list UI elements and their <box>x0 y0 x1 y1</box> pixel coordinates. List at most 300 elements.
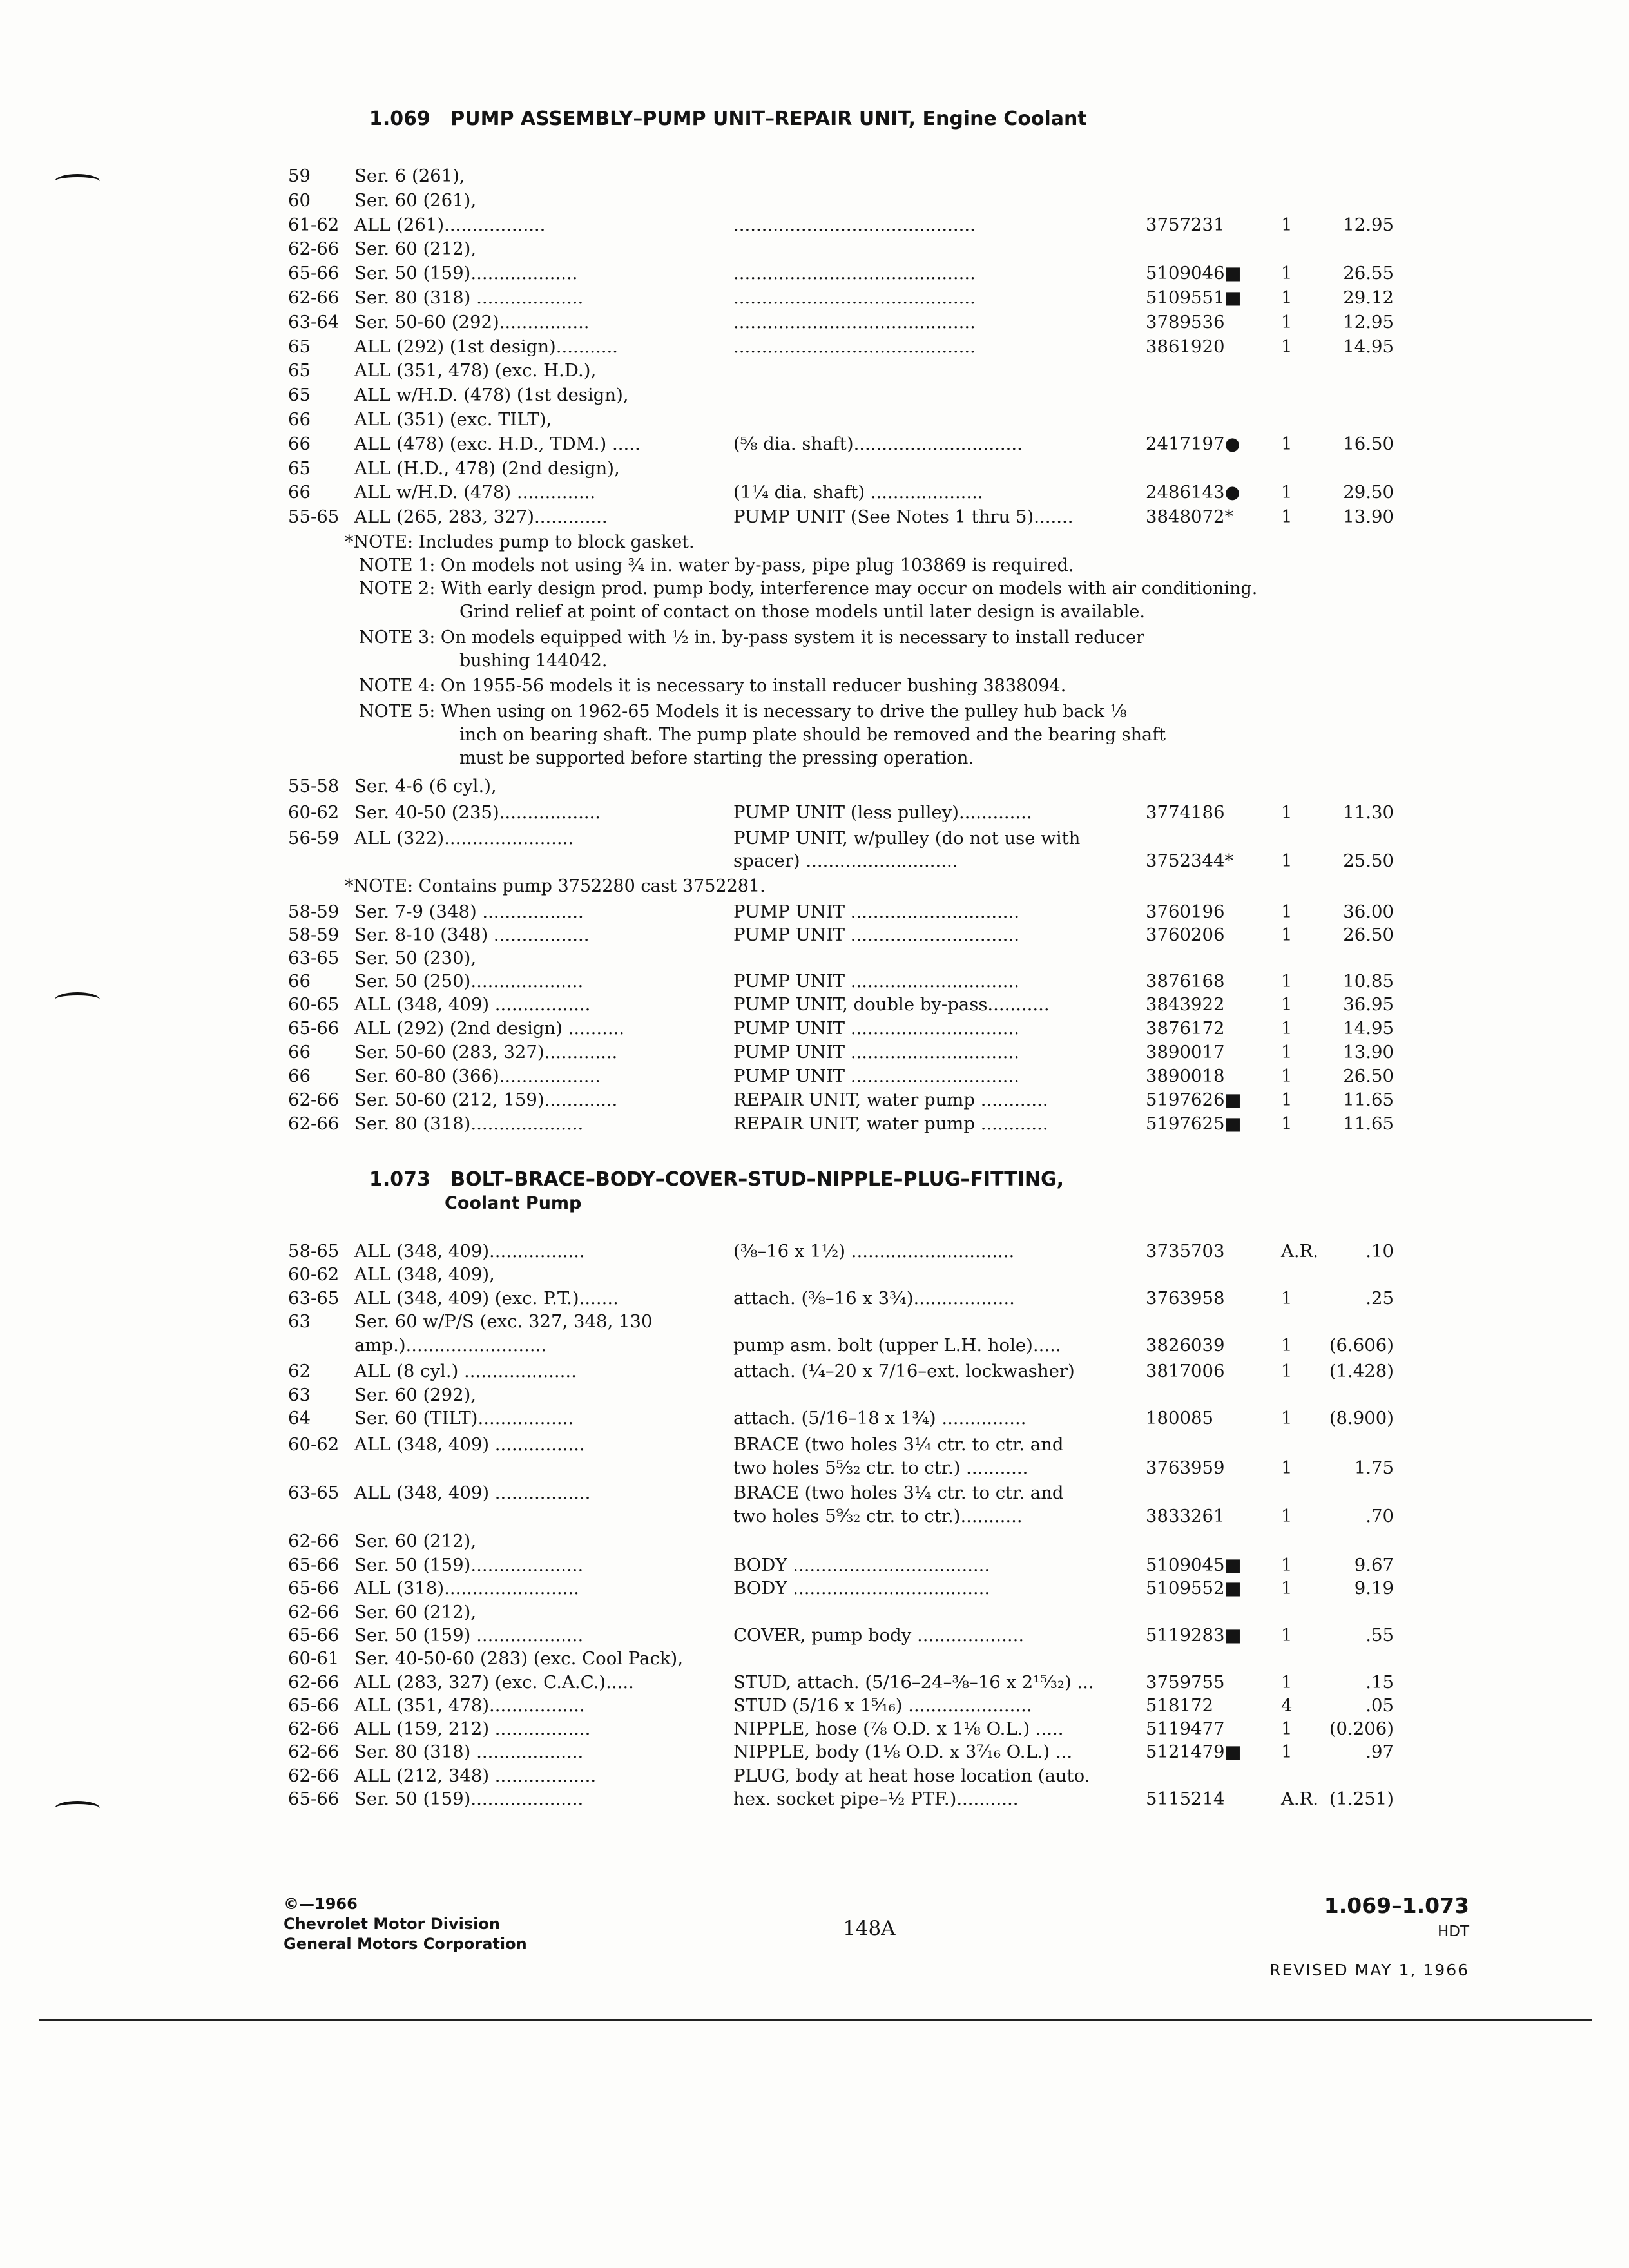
part-row <box>0 1504 1629 1528</box>
part-row <box>0 189 1629 212</box>
part-description: NIPPLE, body (1⅛ O.D. x 3⁷⁄₁₆ O.L.) ... <box>733 1742 1073 1762</box>
model-description: Ser. 80 (318).................... <box>354 1113 584 1134</box>
part-row <box>0 993 1629 1016</box>
part-row <box>0 1456 1629 1479</box>
year-range: 62 <box>288 1361 311 1381</box>
price: .15 <box>1365 1672 1394 1693</box>
quantity: 1 <box>1281 506 1293 527</box>
model-description: ALL (159, 212) ................. <box>354 1718 591 1739</box>
corporation-name: General Motors Corporation <box>284 1935 527 1953</box>
part-number: 3890018 <box>1146 1066 1225 1086</box>
model-description: Ser. 50 (159).................... <box>354 1555 584 1575</box>
price: 10.85 <box>1343 971 1394 992</box>
part-description: spacer) ........................... <box>733 850 958 871</box>
year-range: 62-66 <box>288 1531 340 1552</box>
year-range: 62-66 <box>288 1090 340 1110</box>
part-description: PUMP UNIT .............................. <box>733 1018 1020 1039</box>
quantity: 1 <box>1281 850 1293 871</box>
part-row <box>0 262 1629 285</box>
section-code: 1.069–1.073 <box>1324 1893 1469 1918</box>
section-title <box>369 108 1087 130</box>
part-row <box>0 1064 1629 1088</box>
part-number: 2417197● <box>1146 434 1240 454</box>
part-row <box>0 286 1629 309</box>
year-range: 65-66 <box>288 1018 340 1039</box>
division-name: Chevrolet Motor Division <box>284 1915 500 1933</box>
quantity: 1 <box>1281 1066 1293 1086</box>
model-description: Ser. 80 (318) ................... <box>354 287 584 308</box>
part-description: PUMP UNIT .............................. <box>733 1066 1020 1086</box>
part-row <box>0 849 1629 872</box>
price: 14.95 <box>1343 1018 1394 1039</box>
price: .10 <box>1365 1241 1394 1262</box>
part-description: PUMP UNIT (less pulley)............. <box>733 802 1032 823</box>
year-range: 60-65 <box>288 994 340 1015</box>
year-range: 60-62 <box>288 1434 340 1455</box>
part-row <box>0 1577 1629 1600</box>
year-range: 58-65 <box>288 1241 340 1262</box>
part-description: PUMP UNIT, double by-pass........... <box>733 994 1050 1015</box>
part-number: 3757231 <box>1146 215 1225 235</box>
part-description: pump asm. bolt (upper L.H. hole)..... <box>733 1335 1061 1356</box>
model-description: ALL (265, 283, 327)............. <box>354 506 608 527</box>
part-row <box>0 1041 1629 1064</box>
price: 11.65 <box>1343 1090 1394 1110</box>
part-row <box>0 1671 1629 1694</box>
quantity: 1 <box>1281 1408 1293 1428</box>
model-description: ALL w/H.D. (478) .............. <box>354 482 596 503</box>
revision-date: REVISED MAY 1, 1966 <box>1269 1961 1469 1979</box>
section-title <box>369 1168 1064 1191</box>
price: .55 <box>1365 1625 1394 1646</box>
model-description: Ser. 4-6 (6 cyl.), <box>354 776 497 796</box>
part-number: 5119477 <box>1146 1718 1225 1739</box>
year-range: 63 <box>288 1311 311 1332</box>
model-description: ALL (292) (2nd design) .......... <box>354 1018 625 1039</box>
part-row <box>0 1334 1629 1357</box>
price: (1.251) <box>1329 1789 1394 1809</box>
part-number: 3760196 <box>1146 901 1225 922</box>
year-range: 59 <box>288 166 311 186</box>
part-row <box>0 1088 1629 1111</box>
part-description: NIPPLE, hose (⅞ O.D. x 1⅛ O.L.) ..... <box>733 1718 1064 1739</box>
model-description: ALL (348, 409) ................ <box>354 1434 585 1455</box>
year-range: 62-66 <box>288 1742 340 1762</box>
quantity: 1 <box>1281 1555 1293 1575</box>
price: 26.50 <box>1343 925 1394 945</box>
part-number: 3774186 <box>1146 802 1225 823</box>
part-number: 3752344* <box>1146 850 1234 871</box>
price: .25 <box>1365 1288 1394 1309</box>
part-description: PUMP UNIT .............................. <box>733 925 1020 945</box>
part-description: attach. (⅜–16 x 3¾).................. <box>733 1288 1015 1309</box>
part-row <box>0 311 1629 334</box>
price: .05 <box>1365 1695 1394 1716</box>
model-description: Ser. 60 (292), <box>354 1385 477 1405</box>
year-range: 62-66 <box>288 1602 340 1622</box>
price: 36.95 <box>1343 994 1394 1015</box>
part-row <box>0 408 1629 431</box>
year-range: 66 <box>288 482 311 503</box>
year-range: 65-66 <box>288 1555 340 1575</box>
quantity: 1 <box>1281 1672 1293 1693</box>
part-number: 3833261 <box>1146 1506 1225 1526</box>
model-description: ALL (478) (exc. H.D., TDM.) ..... <box>354 434 641 454</box>
part-description: PUMP UNIT .............................. <box>733 1042 1020 1062</box>
quantity: 1 <box>1281 1018 1293 1039</box>
part-row <box>0 1407 1629 1430</box>
part-number: 5197626■ <box>1146 1090 1242 1110</box>
year-range: 66 <box>288 1066 311 1086</box>
model-description: Ser. 40-50 (235).................. <box>354 802 601 823</box>
part-description: BRACE (two holes 3¼ ctr. to ctr. and <box>733 1483 1064 1503</box>
part-description: COVER, pump body ................... <box>733 1625 1025 1646</box>
year-range: 66 <box>288 409 311 430</box>
year-range: 55-58 <box>288 776 340 796</box>
model-description: ALL (348, 409) ................. <box>354 1483 591 1503</box>
part-description: PLUG, body at heat hose location (auto. <box>733 1765 1090 1786</box>
part-description: attach. (5/16–18 x 1¾) ............... <box>733 1408 1027 1428</box>
quantity: 1 <box>1281 1288 1293 1309</box>
part-number: 3789536 <box>1146 312 1225 332</box>
quantity: 1 <box>1281 312 1293 332</box>
year-range: 62-66 <box>288 287 340 308</box>
year-range: 62-66 <box>288 1113 340 1134</box>
part-number: 5109046■ <box>1146 263 1242 284</box>
price: 29.50 <box>1343 482 1394 503</box>
price: (8.900) <box>1329 1408 1394 1428</box>
price: (1.428) <box>1329 1361 1394 1381</box>
section-number: 1.069 <box>369 108 430 130</box>
model-description: Ser. 50 (230), <box>354 948 477 968</box>
price: 14.95 <box>1343 336 1394 357</box>
note-line: NOTE 3: On models equipped with ½ in. by-pass system it is necessary to install reducer <box>359 628 1144 648</box>
model-description: Ser. 60 (212), <box>354 1602 477 1622</box>
part-number: 3848072* <box>1146 506 1234 527</box>
quantity: 1 <box>1281 215 1293 235</box>
year-range: 63-65 <box>288 948 340 968</box>
part-row <box>0 457 1629 480</box>
part-description: STUD, attach. (5/16–24–⅜–16 x 2¹⁵⁄₃₂) ... <box>733 1672 1094 1693</box>
part-row <box>0 947 1629 970</box>
year-range: 62-66 <box>288 238 340 259</box>
model-description: ALL (348, 409)................. <box>354 1241 585 1262</box>
model-description: ALL w/H.D. (478) (1st design), <box>354 385 629 405</box>
note-line: Grind relief at point of contact on those models until later design is available. <box>459 602 1145 622</box>
quantity: 1 <box>1281 1506 1293 1526</box>
part-number: 5109551■ <box>1146 287 1242 308</box>
model-description: ALL (8 cyl.) .................... <box>354 1361 577 1381</box>
part-number: 3759755 <box>1146 1672 1225 1693</box>
part-row <box>0 1263 1629 1286</box>
part-description: two holes 5⁵⁄₃₂ ctr. to ctr.) ........... <box>733 1457 1028 1478</box>
price: .70 <box>1365 1506 1394 1526</box>
year-range: 63 <box>288 1385 311 1405</box>
model-description: Ser. 60 (212), <box>354 238 477 259</box>
part-number: 3735703 <box>1146 1241 1225 1262</box>
quantity: 1 <box>1281 263 1293 284</box>
model-description: ALL (348, 409) ................. <box>354 994 591 1015</box>
part-row <box>0 1017 1629 1040</box>
model-description: Ser. 80 (318) ................... <box>354 1742 584 1762</box>
price: 26.50 <box>1343 1066 1394 1086</box>
part-row <box>0 1624 1629 1647</box>
model-description: Ser. 50 (159) ................... <box>354 1625 584 1646</box>
year-range: 65 <box>288 336 311 357</box>
quantity: 1 <box>1281 1625 1293 1646</box>
part-description: ........................................... <box>733 312 976 332</box>
quantity: 1 <box>1281 1042 1293 1062</box>
part-row <box>0 1740 1629 1763</box>
part-row <box>0 383 1629 407</box>
copyright: ©—1966 <box>284 1895 358 1913</box>
footer-publisher <box>284 1894 527 1954</box>
quantity: 1 <box>1281 1113 1293 1134</box>
part-row <box>0 1787 1629 1811</box>
model-description: ALL (351, 478)................. <box>354 1695 585 1716</box>
model-description: Ser. 50 (250).................... <box>354 971 584 992</box>
price: 12.95 <box>1343 312 1394 332</box>
section-heading: BOLT–BRACE–BODY–COVER–STUD–NIPPLE–PLUG–FITTING, <box>450 1168 1065 1191</box>
model-description: ALL (348, 409), <box>354 1264 495 1285</box>
year-range: 66 <box>288 1042 311 1062</box>
model-description: Ser. 50-60 (212, 159)............. <box>354 1090 618 1110</box>
part-number: 3876172 <box>1146 1018 1225 1039</box>
year-range: 65 <box>288 360 311 381</box>
model-description: Ser. 7-9 (348) .................. <box>354 901 584 922</box>
note-line: bushing 144042. <box>459 651 608 671</box>
part-row <box>0 774 1629 798</box>
quantity: 1 <box>1281 1457 1293 1478</box>
note-line: NOTE 1: On models not using ¾ in. water by-pass, pipe plug 103869 is required. <box>359 555 1074 575</box>
bottom-rule <box>39 2019 1592 2021</box>
part-number: 5121479■ <box>1146 1742 1242 1762</box>
quantity: 4 <box>1281 1695 1293 1716</box>
model-description: Ser. 60 (212), <box>354 1531 477 1552</box>
part-description: hex. socket pipe–½ PTF.)........... <box>733 1789 1019 1809</box>
part-number: 3763959 <box>1146 1457 1225 1478</box>
price: (0.206) <box>1329 1718 1394 1739</box>
part-description: STUD (5/16 x 1⁵⁄₁₆) ...................... <box>733 1695 1032 1716</box>
part-description: (1¼ dia. shaft) .................... <box>733 482 983 503</box>
part-row <box>0 1694 1629 1717</box>
part-number: 518172 <box>1146 1695 1213 1716</box>
quantity: 1 <box>1281 1335 1293 1356</box>
part-row <box>0 213 1629 236</box>
note-line: NOTE 4: On 1955-56 models it is necessary to install reducer bushing 3838094. <box>359 676 1066 696</box>
quantity: 1 <box>1281 1742 1293 1762</box>
part-row <box>0 900 1629 923</box>
part-description: PUMP UNIT .............................. <box>733 971 1020 992</box>
quantity: 1 <box>1281 287 1293 308</box>
note-line: NOTE 5: When using on 1962-65 Models it is necessary to drive the pulley hub back ⅛ <box>359 702 1127 722</box>
quantity: 1 <box>1281 901 1293 922</box>
part-number: 3843922 <box>1146 994 1225 1015</box>
model-description: Ser. 6 (261), <box>354 166 465 186</box>
part-row <box>0 1717 1629 1740</box>
note-line: inch on bearing shaft. The pump plate should be removed and the bearing shaft <box>459 725 1166 745</box>
model-description: Ser. 50 (159)................... <box>354 263 578 284</box>
part-description: two holes 5⁹⁄₃₂ ctr. to ctr.)........... <box>733 1506 1023 1526</box>
part-description: REPAIR UNIT, water pump ............ <box>733 1113 1048 1134</box>
part-row <box>0 1360 1629 1383</box>
part-number: 5109552■ <box>1146 1578 1242 1599</box>
model-description: Ser. 8-10 (348) ................. <box>354 925 590 945</box>
quantity: 1 <box>1281 1578 1293 1599</box>
model-description: ALL (212, 348) .................. <box>354 1765 597 1786</box>
part-number: 3763958 <box>1146 1288 1225 1309</box>
part-description: ........................................... <box>733 336 976 357</box>
year-range: 66 <box>288 971 311 992</box>
year-range: 63-65 <box>288 1483 340 1503</box>
year-range: 65-66 <box>288 1578 340 1599</box>
part-number: 3890017 <box>1146 1042 1225 1062</box>
quantity: 1 <box>1281 1718 1293 1739</box>
part-row <box>0 505 1629 528</box>
part-row <box>0 1433 1629 1456</box>
year-range: 65-66 <box>288 1789 340 1809</box>
part-description: PUMP UNIT (See Notes 1 thru 5)....... <box>733 506 1074 527</box>
year-range: 56-59 <box>288 828 340 849</box>
part-number: 3861920 <box>1146 336 1225 357</box>
year-range: 60 <box>288 190 311 211</box>
section-subtitle: Coolant Pump <box>445 1193 582 1213</box>
price: 1.75 <box>1354 1457 1394 1478</box>
part-description: BODY ................................... <box>733 1578 990 1599</box>
section-number: 1.073 <box>369 1168 430 1191</box>
part-row <box>0 359 1629 382</box>
part-row <box>0 1112 1629 1135</box>
part-row <box>0 1287 1629 1310</box>
hdt-label: HDT <box>1437 1923 1469 1940</box>
part-description: BRACE (two holes 3¼ ctr. to ctr. and <box>733 1434 1064 1455</box>
year-range: 65 <box>288 385 311 405</box>
part-number: 2486143● <box>1146 482 1240 503</box>
part-row <box>0 827 1629 850</box>
price: 25.50 <box>1343 850 1394 871</box>
part-row <box>0 1383 1629 1407</box>
year-range: 62-66 <box>288 1718 340 1739</box>
quantity: 1 <box>1281 1090 1293 1110</box>
note-line: must be supported before starting the pressing operation. <box>459 748 974 768</box>
price: .97 <box>1365 1742 1394 1762</box>
part-description: PUMP UNIT, w/pulley (do not use with <box>733 828 1081 849</box>
part-row <box>0 1481 1629 1504</box>
model-description: ALL (351) (exc. TILT), <box>354 409 552 430</box>
part-description: attach. (¼–20 x 7/16–ext. lockwasher) <box>733 1361 1075 1381</box>
part-row <box>0 164 1629 187</box>
part-number: 5109045■ <box>1146 1555 1242 1575</box>
quantity: A.R. <box>1281 1241 1319 1262</box>
price: 26.55 <box>1343 263 1394 284</box>
model-description: amp.)......................... <box>354 1335 547 1356</box>
part-description: ........................................... <box>733 215 976 235</box>
quantity: 1 <box>1281 994 1293 1015</box>
model-description: ALL (322)....................... <box>354 828 574 849</box>
note-line: NOTE 2: With early design prod. pump body, interference may occur on models with air conditioning. <box>359 579 1258 599</box>
year-range: 65-66 <box>288 1695 340 1716</box>
part-description: BODY ................................... <box>733 1555 990 1575</box>
price: 29.12 <box>1343 287 1394 308</box>
price: 36.00 <box>1343 901 1394 922</box>
part-description: (⅜–16 x 1½) ............................. <box>733 1241 1015 1262</box>
part-row <box>0 1647 1629 1670</box>
model-description: Ser. 60 (TILT)................. <box>354 1408 574 1428</box>
price: 13.90 <box>1343 506 1394 527</box>
part-row <box>0 923 1629 947</box>
year-range: 58-59 <box>288 901 340 922</box>
model-description: Ser. 50-60 (292)................ <box>354 312 590 332</box>
price: 11.30 <box>1343 802 1394 823</box>
quantity: 1 <box>1281 971 1293 992</box>
year-range: 63-64 <box>288 312 340 332</box>
model-description: ALL (261).................. <box>354 215 546 235</box>
year-range: 61-62 <box>288 215 340 235</box>
page-number: 148A <box>843 1917 896 1940</box>
price: 11.65 <box>1343 1113 1394 1134</box>
part-number: 3817006 <box>1146 1361 1225 1381</box>
part-number: 5197625■ <box>1146 1113 1242 1134</box>
model-description: ALL (351, 478) (exc. H.D.), <box>354 360 597 381</box>
year-range: 60-62 <box>288 802 340 823</box>
year-range: 62-66 <box>288 1765 340 1786</box>
quantity: A.R. <box>1281 1789 1319 1809</box>
part-row <box>0 432 1629 456</box>
quantity: 1 <box>1281 1361 1293 1381</box>
model-description: Ser. 60 w/P/S (exc. 327, 348, 130 <box>354 1311 653 1332</box>
model-description: ALL (292) (1st design)........... <box>354 336 618 357</box>
year-range: 60-61 <box>288 1648 340 1669</box>
quantity: 1 <box>1281 434 1293 454</box>
part-row <box>0 335 1629 358</box>
year-range: 58-59 <box>288 925 340 945</box>
part-number: 3876168 <box>1146 971 1225 992</box>
price: 9.67 <box>1354 1555 1394 1575</box>
part-row <box>0 237 1629 260</box>
price: 13.90 <box>1343 1042 1394 1062</box>
model-description: ALL (283, 327) (exc. C.A.C.)..... <box>354 1672 634 1693</box>
year-range: 63-65 <box>288 1288 340 1309</box>
part-row <box>0 1600 1629 1624</box>
quantity: 1 <box>1281 925 1293 945</box>
part-number: 180085 <box>1146 1408 1213 1428</box>
part-description: ........................................... <box>733 287 976 308</box>
part-row <box>0 970 1629 993</box>
part-description: REPAIR UNIT, water pump ............ <box>733 1090 1048 1110</box>
note-line: *NOTE: Contains pump 3752280 cast 3752281. <box>345 876 766 896</box>
part-number: 3760206 <box>1146 925 1225 945</box>
price: (6.606) <box>1329 1335 1394 1356</box>
part-row <box>0 1764 1629 1787</box>
section-heading: PUMP ASSEMBLY–PUMP UNIT–REPAIR UNIT, Engine Coolant <box>450 108 1087 130</box>
part-row <box>0 481 1629 504</box>
part-number: 5115214 <box>1146 1789 1225 1809</box>
model-description: Ser. 60-80 (366).................. <box>354 1066 601 1086</box>
model-description: Ser. 60 (261), <box>354 190 477 211</box>
part-description: PUMP UNIT .............................. <box>733 901 1020 922</box>
year-range: 64 <box>288 1408 311 1428</box>
year-range: 60-62 <box>288 1264 340 1285</box>
model-description: ALL (348, 409) (exc. P.T.)....... <box>354 1288 619 1309</box>
model-description: Ser. 50 (159).................... <box>354 1789 584 1809</box>
quantity: 1 <box>1281 336 1293 357</box>
part-row <box>0 1530 1629 1553</box>
year-range: 65-66 <box>288 263 340 284</box>
part-number: 5119283■ <box>1146 1625 1242 1646</box>
model-description: Ser. 40-50-60 (283) (exc. Cool Pack), <box>354 1648 683 1669</box>
year-range: 62-66 <box>288 1672 340 1693</box>
part-row <box>0 1240 1629 1263</box>
